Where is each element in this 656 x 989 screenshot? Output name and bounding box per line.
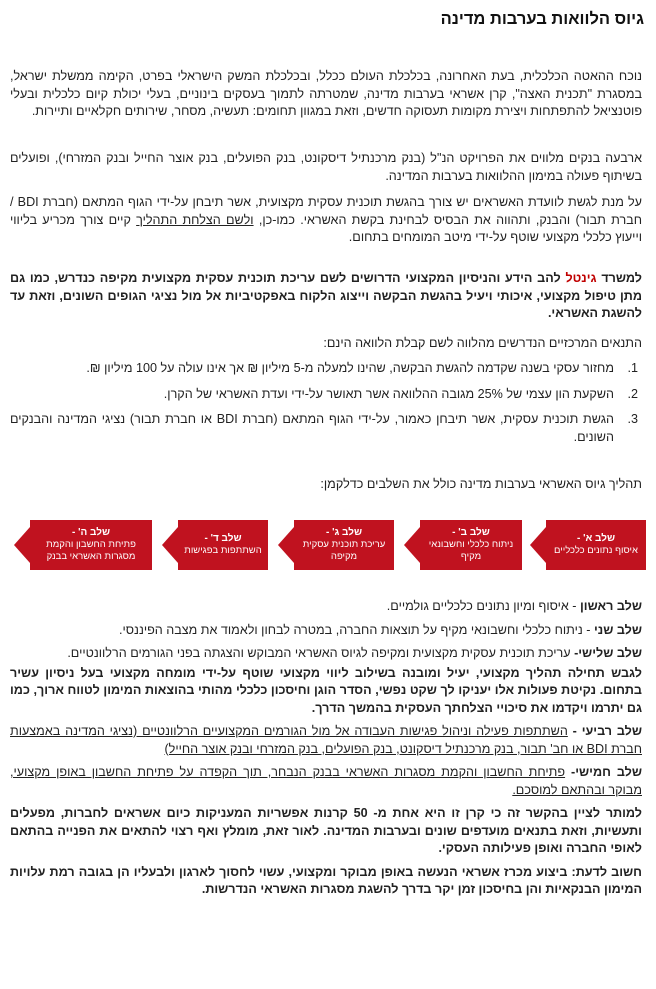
flow-arrow-icon: [14, 527, 30, 563]
stage-4: [10, 723, 642, 758]
condition-text: השקעת הון עצמי של 25% מגובה ההלוואה אשר תאושר על-ידי ועדת האשראי של הקרן.: [163, 386, 614, 401]
stage-text: פתיחת החשבון והקמת מסגרות האשראי בבנק הנבחר, תוך הקפדה על פתיחת החשבון באופן מקצועי, מבוקר ובהתאם למוסכם.: [10, 765, 642, 797]
stage-text: עריכת תוכנית עסקית מקצועית ומקיפה לגיוס האשראי המבוקש והצגתה בפני הגורמים הרלוונטיים.: [67, 646, 571, 660]
stage-label: שלב ראשון: [580, 599, 642, 613]
stage-text: השתתפות פעילה וניהול פגישות העבודה אל מול הגורמים המקצועיים הרלוונטיים (נציגי המדינה באמצעות חברת BDI או חב' תבור, בנק מרכנתיל דיסקונט, בנק הפועלים, בנק המזרחי ובנק אוצר החייל): [10, 724, 642, 756]
intro-paragraph-3: [10, 194, 642, 247]
flow-step-name: שלב ה' -: [72, 527, 110, 538]
stage-text: - איסוף ומיון נתונים כלכליים גולמיים.: [386, 599, 577, 613]
flow-step-text: עריכת תוכנית עסקית מקיפה: [302, 539, 386, 562]
process-flow-diagram: [10, 520, 646, 570]
flow-step-name: שלב א' -: [576, 533, 616, 544]
ginatel-brand: גינטל: [565, 271, 597, 285]
important-note: [10, 864, 642, 899]
condition-item: [10, 360, 642, 378]
condition-number: 1.: [627, 361, 638, 375]
ginatel-paragraph: [10, 270, 642, 323]
stage-1: [10, 598, 642, 616]
flow-step-1: [546, 520, 646, 570]
condition-item: [10, 411, 642, 446]
process-heading: תהליך גיוס האשראי בערבות מדינה כולל את השלבים כדלקמן:: [320, 477, 642, 491]
flow-step-text: איסוף נתונים כלכליים: [554, 545, 638, 556]
stage-label: שלב שלישי-: [574, 646, 642, 660]
condition-number: 3.: [627, 412, 638, 426]
stage-text: - ניתוח כלכלי וחשבונאי מקיף על תוצאות החברה, במטרה לבחון ולאמוד את מצבה הפיננסי.: [119, 622, 591, 637]
flow-step-3: [294, 520, 394, 570]
flow-step-5: [30, 520, 152, 570]
closing-note: למותר לציין בהקשר זה כי קרן זו היא אחת מ- 50 קרנות אפשריות המעניקות כיום אשראים לחברות, מפעלים ותעשיות, וזאת בתנאים מועדפים שונים ובערבות המדינה. לאור זאת, מומלץ ואף רצוי להתאים את הפנייה בהתאם לאופי החברה ואופן פעילותה העסקי.: [10, 806, 643, 855]
success-process-link[interactable]: ולשם הצלחת התהליך: [136, 212, 254, 227]
stage-label: שלב חמישי-: [571, 765, 643, 779]
condition-text: הגשת תוכנית עסקית, אשר תיבחן כאמור, על-ידי הגוף המתאם (חברת BDI או חברת תבור) נציגי המדינה והבנקים השונים.: [10, 412, 615, 444]
stage-5: [10, 764, 642, 799]
flow-arrow-icon: [162, 527, 178, 563]
flow-arrow-icon: [278, 527, 294, 563]
condition-item: [10, 386, 642, 404]
ginatel-text: להב הידע והניסיון המקצועי הדרושים לשם עריכת תוכנית עסקית מקצועית מקיפה כנדרש, כמו גם מתן טיפול מקצועי, איכותי ויעיל בהגשת הבקשה וייצוג הלקוח באפקטיביות אל מול נציגי הגופים השונים, וזאת עד להשגת האשראי.: [10, 271, 642, 320]
conditions-heading: התנאים המרכזיים הנדרשים מהלווה לשם קבלת הלוואה הינם:: [323, 336, 642, 350]
stage-label: שלב שני: [593, 622, 642, 637]
stage-2: [10, 622, 642, 640]
stages-section: [10, 598, 642, 905]
intro-paragraph-1: נוכח ההאטה הכלכלית, בעת האחרונה, בכלכלת העולם ככלל, ובכלכלת המשק הישראלי בפרט, הקימה ממשלת ישראל, במסגרת "תכנית האצה", קרן אשראי בערבות מדינה, שמטרתה לתמוך בעסקים בינוניים, בעלי יכולת קיום כלכלית ובעלי פוטנציאל להתפתחות ויצירת מקומות תעסוקה חדשים, וזאת במגוון תחומים: תעשיה, מסחר, שירותים חקלאיים ותיירות.: [10, 69, 642, 118]
intro-p3-start: על מנת לגשת לוועדת האשראים יש צורך בהגשת תוכנית עסקית מקצועית, אשר תיבחן על-ידי הגוף המתאם (חברת BDI / חברת תבור) והבנק, ותהווה את הבסיס לבחינת בקשת האשראי. כמו-כן,: [10, 195, 643, 227]
conditions-list: [10, 360, 642, 446]
flow-step-name: שלב ד' -: [204, 533, 242, 544]
important-label: חשוב לדעת:: [571, 864, 643, 879]
flow-step-name: שלב ג' -: [325, 527, 363, 538]
flow-step-name: שלב ב' -: [452, 527, 490, 538]
stage-label: שלב רביעי -: [572, 724, 642, 738]
condition-text: מחזור עסקי בשנה שקדמה להגשת הבקשה, שהינו למעלה מ-5 מיליון ₪ אך אינו עולה על 100 מיליון ₪.: [86, 361, 614, 375]
condition-number: 2.: [627, 386, 638, 401]
flow-step-text: השתתפות בפגישות: [184, 545, 262, 556]
flow-step-text: ניתוח כלכלי וחשבונאי מקיף: [428, 539, 514, 562]
important-text: ביצוע מכרז אשראי הנעשה באופן מבוקר ומקצועי, עשוי לחסוך לארגון ולבעליו הן בגובה רמת עלויות המימון הבנקאיות והן בחיסכון זמן יקר בדרך להשגת מסגרות האשראי הנדרשות.: [10, 864, 642, 896]
stage-3-advice: לגבש תחילה תהליך מקצועי, יעיל ומובנה בשילוב ליווי מקצועי שוטף על-ידי מומחה מקצועי בעל ניסיון עשיר בתחום. נקיטת פעולות אלו יעניקו לך שקט נפשי, הסדר הוגן וחיסכון כלכלי מהותי בהוצאות המימון לטווח ארוך, כמו גם יתרמו ויקדמו את סיכויי הצלחתך העסקית בהמשך הדרך.: [10, 665, 642, 715]
stage-3: [10, 645, 642, 663]
flow-arrow-icon: [404, 527, 420, 563]
page-title: גיוס הלוואות בערבות מדינה: [440, 10, 644, 28]
flow-step-2: [420, 520, 522, 570]
conditions-list-wrapper: [10, 360, 642, 446]
intro-paragraph-2: ארבעה בנקים מלווים את הפרויקט הנ"ל (בנק מרכנתיל דיסקונט, בנק הפועלים, בנק אוצר החייל ובנק המזרחי), ופועלים בשיתוף פעולה במימון ההלוואות בערבות המדינה.: [10, 151, 642, 183]
intro-p3-end: קיים צורך מכריע בליווי וייעוץ כלכלי מקצועי שוטף על-ידי מיטב המומחים בתחום.: [10, 212, 642, 244]
flow-step-4: [178, 520, 268, 570]
flow-arrow-icon: [530, 527, 546, 563]
ginatel-prefix: למשרד: [601, 271, 643, 285]
flow-step-text: פתיחת החשבון והקמת מסגרות האשראי בבנק: [46, 539, 136, 562]
